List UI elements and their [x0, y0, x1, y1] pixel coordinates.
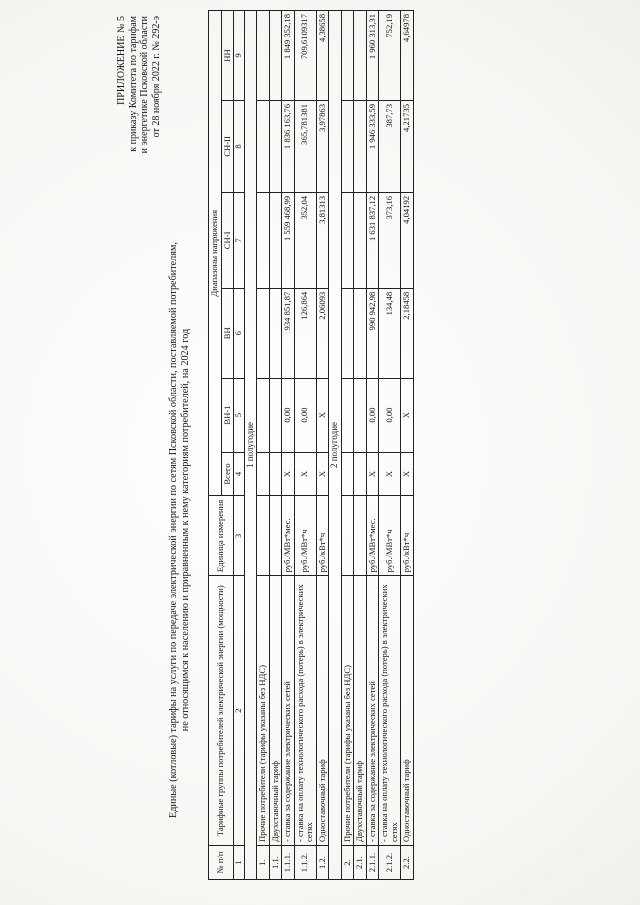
- cell-n: 1.1.: [269, 846, 282, 880]
- rotated-sheet: [116, 8, 521, 888]
- column-index-cell: 3: [234, 496, 245, 576]
- column-index-cell: 2: [234, 576, 245, 846]
- cell-unit: руб./МВт*ч: [379, 496, 401, 576]
- cell-name: Одноставочный тариф: [316, 576, 329, 846]
- cell-name: Двухставочный тариф: [354, 576, 367, 846]
- cell-sn2: [269, 101, 282, 193]
- cell-name: - ставка на оплату технологического расхода (потерь) в электрических сетях: [294, 576, 316, 846]
- cell-name: Двухставочный тариф: [269, 576, 282, 846]
- cell-vn: 2,06093: [316, 288, 329, 378]
- column-index-row: [234, 11, 245, 880]
- cell-unit: [354, 496, 367, 576]
- cell-nn: 709,6109317: [294, 11, 316, 101]
- cell-vn1: [354, 378, 367, 452]
- column-index-cell: 8: [234, 101, 245, 193]
- col-sn2-header: СН-II: [221, 101, 234, 193]
- cell-name: - ставка за содержание электрических сетей: [366, 576, 379, 846]
- cell-nn: 1 849 352,18: [282, 11, 295, 101]
- cell-sn2: [257, 101, 270, 193]
- column-index-cell: 7: [234, 192, 245, 288]
- cell-n: 2.1.1.: [366, 846, 379, 880]
- cell-nn: 1 960 313,31: [366, 11, 379, 101]
- table-row: [294, 11, 316, 880]
- half-year-row: [329, 11, 342, 880]
- cell-sn1: 1 559 468,99: [282, 192, 295, 288]
- cell-vn1: 0,00: [379, 378, 401, 452]
- cell-nn: 4,38658: [316, 11, 329, 101]
- cell-sn2: 4,21735: [401, 101, 414, 193]
- cell-vn: 134,48: [379, 288, 401, 378]
- appendix-header: [116, 16, 162, 248]
- column-index-cell: 4: [234, 452, 245, 496]
- cell-name: Одноставочный тариф: [401, 576, 414, 846]
- cell-name: - ставка за содержание электрических сетей: [282, 576, 295, 846]
- col-vn-header: ВН: [221, 288, 234, 378]
- cell-vn1: [257, 378, 270, 452]
- col-group-header: Тарифные группы потребителей электрической энергии (мощности): [209, 576, 234, 846]
- cell-sn2: 1 836 163,76: [282, 101, 295, 193]
- cell-unit: руб./МВт*мес.: [282, 496, 295, 576]
- column-index-cell: 1: [234, 846, 245, 880]
- title-line: не относящимся к населению и приравненным к нему категориям потребителей, на 2024 год: [180, 328, 191, 732]
- header-line: от 28 ноября 2022 г. № 292-э: [150, 16, 162, 138]
- col-unit-header: Единица измерения: [209, 496, 234, 576]
- cell-nn: [354, 11, 367, 101]
- cell-name: Прочие потребители (тарифы указаны без НДС): [341, 576, 354, 846]
- table-body: [244, 11, 413, 880]
- column-index-cell: 6: [234, 288, 245, 378]
- document-title: [168, 180, 192, 880]
- cell-nn: [341, 11, 354, 101]
- table-row: [257, 11, 270, 880]
- cell-unit: [257, 496, 270, 576]
- cell-total: X: [379, 452, 401, 496]
- table-row: [366, 11, 379, 880]
- cell-vn: [354, 288, 367, 378]
- cell-total: [257, 452, 270, 496]
- table-row: [379, 11, 401, 880]
- cell-vn: 126,864: [294, 288, 316, 378]
- cell-vn1: 0,00: [282, 378, 295, 452]
- cell-unit: [269, 496, 282, 576]
- cell-vn: 990 942,98: [366, 288, 379, 378]
- cell-sn2: 365,781381: [294, 101, 316, 193]
- header-line: ПРИЛОЖЕНИЕ № 5: [116, 16, 127, 105]
- tariff-table: [208, 10, 414, 880]
- cell-vn1: [269, 378, 282, 452]
- cell-n: 1.2.: [316, 846, 329, 880]
- col-ranges-header: Диапазоны напряжения: [209, 11, 222, 497]
- table-row: [341, 11, 354, 880]
- cell-vn: [269, 288, 282, 378]
- cell-nn: 4,64978: [401, 11, 414, 101]
- cell-total: X: [366, 452, 379, 496]
- cell-sn1: 1 631 837,12: [366, 192, 379, 288]
- cell-sn2: 1 946 333,59: [366, 101, 379, 193]
- cell-vn1: 0,00: [294, 378, 316, 452]
- half-year-row: [244, 11, 257, 880]
- half-year-label: 1 полугодие: [244, 11, 257, 880]
- column-index-cell: 5: [234, 378, 245, 452]
- cell-vn1: X: [316, 378, 329, 452]
- cell-sn2: [354, 101, 367, 193]
- table-header-row: [209, 11, 222, 880]
- cell-unit: руб./кВт*ч: [401, 496, 414, 576]
- cell-sn1: [354, 192, 367, 288]
- half-year-label: 2 полугодие: [329, 11, 342, 880]
- cell-total: X: [316, 452, 329, 496]
- cell-nn: 752,19: [379, 11, 401, 101]
- header-line: и энергетике Псковской области: [139, 16, 150, 154]
- table-row: [401, 11, 414, 880]
- cell-vn: 934 851,87: [282, 288, 295, 378]
- cell-sn2: 387,73: [379, 101, 401, 193]
- cell-sn1: [269, 192, 282, 288]
- cell-sn1: [257, 192, 270, 288]
- cell-name: - ставка на оплату технологического расхода (потерь) в электрических сетях: [379, 576, 401, 846]
- cell-n: 2.1.: [354, 846, 367, 880]
- col-nn-header: НН: [221, 11, 234, 101]
- cell-sn1: 4,04192: [401, 192, 414, 288]
- cell-unit: руб./МВт*ч: [294, 496, 316, 576]
- cell-vn: [341, 288, 354, 378]
- cell-nn: [257, 11, 270, 101]
- cell-n: 2.2.: [401, 846, 414, 880]
- cell-total: X: [282, 452, 295, 496]
- cell-unit: руб./кВт*ч: [316, 496, 329, 576]
- col-total-header: Всего: [221, 452, 234, 496]
- table-row: [316, 11, 329, 880]
- cell-total: X: [294, 452, 316, 496]
- cell-total: [269, 452, 282, 496]
- cell-sn1: 373,16: [379, 192, 401, 288]
- cell-n: 2.1.2.: [379, 846, 401, 880]
- cell-n: 2.: [341, 846, 354, 880]
- cell-sn1: 3,81313: [316, 192, 329, 288]
- cell-unit: руб./МВт*мес.: [366, 496, 379, 576]
- cell-nn: [269, 11, 282, 101]
- table-row: [354, 11, 367, 880]
- cell-vn1: [341, 378, 354, 452]
- cell-unit: [341, 496, 354, 576]
- cell-total: [354, 452, 367, 496]
- cell-total: [341, 452, 354, 496]
- col-sn1-header: СН-I: [221, 192, 234, 288]
- cell-vn1: X: [401, 378, 414, 452]
- header-line: к приказу Комитета по тарифам: [127, 16, 139, 152]
- cell-total: X: [401, 452, 414, 496]
- cell-vn: 2,18458: [401, 288, 414, 378]
- cell-sn2: [341, 101, 354, 193]
- cell-name: Прочие потребители (тарифы указаны без НДС): [257, 576, 270, 846]
- cell-sn2: 3,97863: [316, 101, 329, 193]
- cell-sn1: [341, 192, 354, 288]
- col-vn1-header: ВН-1: [221, 378, 234, 452]
- cell-vn1: 0,00: [366, 378, 379, 452]
- table-row: [282, 11, 295, 880]
- cell-n: 1.1.2.: [294, 846, 316, 880]
- col-num-header: № п/п: [209, 846, 234, 880]
- table-row: [269, 11, 282, 880]
- column-index-cell: 9: [234, 11, 245, 101]
- title-line: Единые (котловые) тарифы на услуги по передаче электрической энергии по сетям Псковской области, поставляемой потребителям,: [168, 242, 179, 818]
- cell-n: 1.: [257, 846, 270, 880]
- cell-sn1: 352,04: [294, 192, 316, 288]
- cell-n: 1.1.1.: [282, 846, 295, 880]
- cell-vn: [257, 288, 270, 378]
